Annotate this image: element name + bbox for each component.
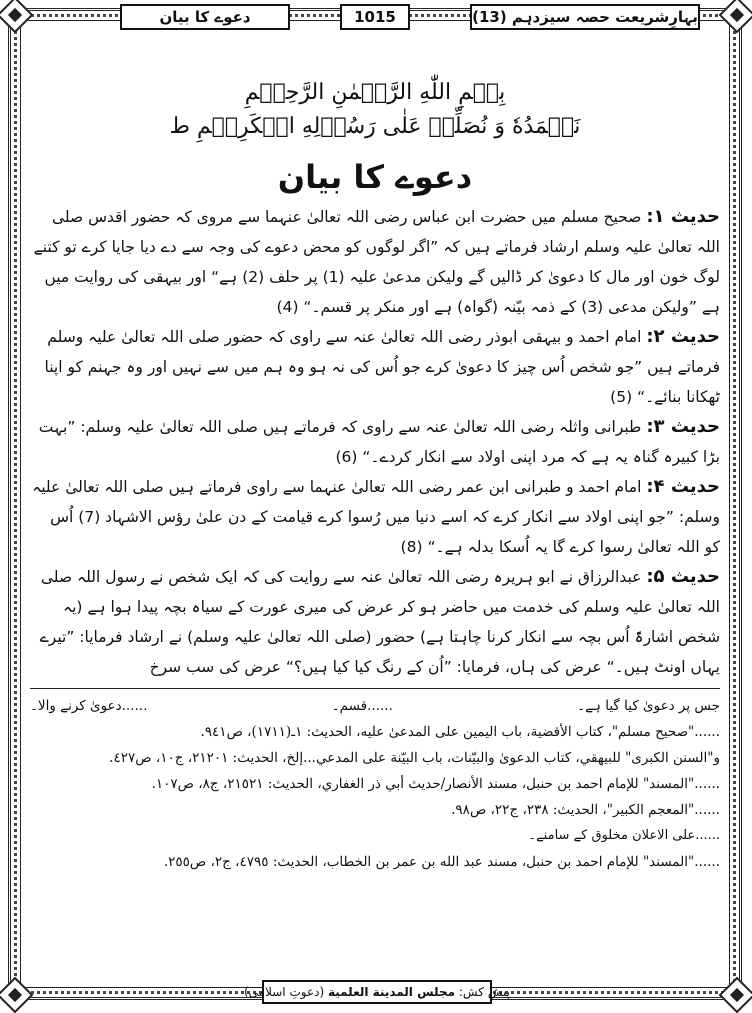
hadith-text: صحیح مسلم میں حضرت ابن عباس رضی اللہ تعالیٰ عنہما سے مروی کہ حضور اقدس صلی اللہ تعالیٰ علیہ وسلم ارشاد فرماتے ہیں کہ ”اگر لوگوں کو محض دعوے کی وجہ سے دے دیا جایا کرے تو کتنے لوگ خون اور مال کا دعویٰ کر ڈالیں گے ولیکن مدعیٰ علیہ (1) پر حلف (2) ہے“ اور بیہقی کی روایت میں ہے ”ولیکن مدعی (3) کے ذمہ بیّنہ (گواہ) ہے اور منکر پر قسم۔“ (4)	[33, 208, 720, 316]
footnote-6: ......"المعجم الكبير"، الحديث: ٢٣٨، ج٢٢، ص٩٨.	[451, 802, 720, 818]
footer-prefix: پیش کش:	[458, 985, 511, 999]
footnote-7: ......علی الاعلان مخلوق کے سامنے۔	[528, 828, 720, 843]
footnote-4b: و"السنن الكبرى" للبيهقي، كتاب الدعوىٰ والبيّنات، باب البيّنة على المدعي...إلخ، الحديث: ٢١٢٠١، ج١٠، ص٤٢٧.	[109, 750, 720, 766]
hadith-1	[30, 202, 720, 322]
footnote-8: ......"المسند" للإمام احمد بن حنبل، مسند عبد الله بن عمر بن الخطاب، الحديث: ٤٧٩٥، ج٢، ص٢٥٥.	[163, 854, 720, 870]
footer-suffix: (دعوتِ اسلامی)	[243, 985, 325, 999]
page-number: 1015	[354, 8, 396, 26]
basmala-line-2: نَحۡمَدُهٗ وَ نُصَلِّىۡ عَلٰى رَسُوۡلِهِ الۡكَرِيۡمِ ط	[169, 114, 581, 139]
page-content	[30, 32, 720, 877]
hadith-text: امام احمد و بیہقی ابوذر رضی اللہ تعالیٰ عنہ سے راوی کہ حضور صلی اللہ تعالیٰ علیہ وسلم فرماتے ہیں ”جو شخص اُس چیز کا دعویٰ کرے جو اُس کی نہ ہو وہ ہم میں سے نہیں اور وہ جہنم کو اپنا ٹھکانا بنائے۔“ (5)	[44, 328, 720, 406]
hadith-5	[30, 562, 720, 682]
page-heading: دعوے کا بیان	[277, 158, 473, 196]
hadith-label: حدیث ۴:	[646, 476, 720, 497]
book-title-box	[470, 4, 700, 30]
basmala-line-1: بِسۡمِ اللّٰهِ الرَّحۡمٰنِ الرَّحِيۡمِ	[244, 80, 506, 105]
footnote-divider	[30, 688, 720, 689]
hadith-text: امام احمد و طبرانی ابن عمر رضی اللہ تعالیٰ عنہما سے راوی فرماتے ہیں صلی اللہ تعالیٰ علیہ وسلم: ”جو اپنی اولاد سے انکار کرے کہ اسے دنیا میں رُسوا کرے قیامت کے دن علیٰ رؤس الاشہاد (7) اُس کو اللہ تعالیٰ رسوا کرے گا یہ اُسکا بدلہ ہے۔“ (8)	[32, 478, 720, 556]
publisher-footer	[243, 980, 511, 1004]
chapter-title-box	[120, 4, 290, 30]
footnote-4a: ......"صحيح مسلم"، كتاب الأقضية، باب اليمين على المدعىٰ عليه، الحديث: ١ـ(١٧١١)، ص٩٤١.	[200, 724, 720, 740]
hadith-label: حدیث ۲:	[646, 326, 720, 347]
footnote-def-1: جس پر دعویٰ کیا گیا ہے۔	[577, 698, 720, 714]
chapter-title: دعوے کا بیان	[159, 8, 251, 26]
footnote-definitions	[30, 695, 720, 717]
hadith-text: عبدالرزاق نے ابو ہریرہ رضی اللہ تعالیٰ عنہ سے روایت کی کہ ایک شخص نے رسول اللہ صلی اللہ تعالیٰ علیہ وسلم کی خدمت میں حاضر ہو کر عرض کی میری عورت کے سیاہ بچہ پیدا ہوا ہے (یہ شخص اشارۃً اُس بچہ سے انکار کرنا چاہتا ہے) حضور (صلی اللہ تعالیٰ علیہ وسلم) نے ارشاد فرمایا: ”تیرے یہاں اونٹ ہیں۔“ عرض کی ہاں، فرمایا: ”اُن کے رنگ کیا کیا ہیں؟“ عرض کی سب سرخ	[39, 568, 720, 676]
footnote-def-2: ......قسم۔	[331, 698, 393, 714]
footnote-def-3: ......دعویٰ کرنے والا۔	[30, 698, 148, 714]
hadith-label: حدیث ۳:	[646, 416, 720, 437]
page-number-box	[340, 4, 410, 30]
hadith-text: طبرانی واثلہ رضی اللہ تعالیٰ عنہ سے راوی کہ فرماتے ہیں صلی اللہ تعالیٰ علیہ وسلم: ”بہت بڑا کبیرہ گناہ یہ ہے کہ مرد اپنی اولاد سے انکار کردے۔“ (6)	[38, 418, 720, 466]
hadith-label: حدیث ۵:	[646, 566, 720, 587]
footer-publisher-name: مجلس المدينة العلمية	[327, 985, 456, 999]
hadith-2	[30, 322, 720, 412]
hadith-3	[30, 412, 720, 472]
hadith-4	[30, 472, 720, 562]
book-title: بہارِشریعت حصہ سیزدہم (13)	[472, 8, 698, 26]
footnote-5: ......"المسند" للإمام احمد بن حنبل، مسند الأنصار/حديث أبي ذر الغفاري، الحديث: ٢١٥٢١، ج٨، ص١٠٧.	[151, 776, 720, 792]
hadith-label: حدیث ۱:	[646, 206, 720, 227]
basmala	[30, 76, 720, 144]
